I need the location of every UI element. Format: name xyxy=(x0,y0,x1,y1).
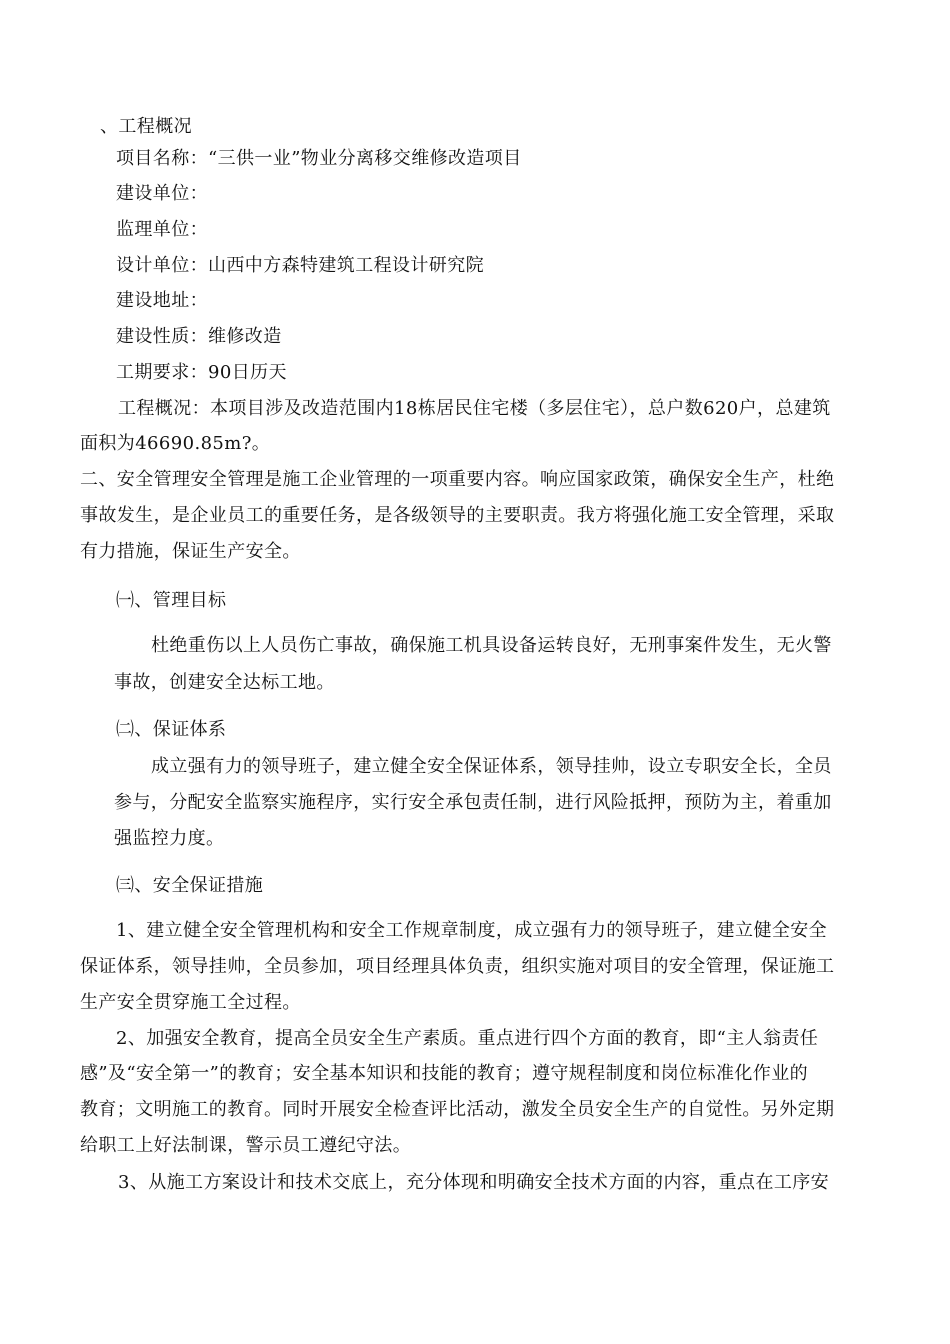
section-heading-project-overview: 、工程概况 xyxy=(100,116,192,137)
supervision-unit-line: 监理单位： xyxy=(116,219,208,240)
measure-2-line: 2、加强安全教育，提高全员安全生产素质。重点进行四个方面的教育，即“主人翁责任 xyxy=(116,1028,819,1049)
safety-section-line: 二、安全管理安全管理是施工企业管理的一项重要内容。响应国家政策，确保安全生产，杜绝 xyxy=(80,469,835,490)
subsection-heading-guarantee-system: ㈡、保证体系 xyxy=(116,719,227,740)
project-name-line: 项目名称：“三供一业”物业分离移交维修改造项目 xyxy=(116,148,522,169)
construction-unit-line: 建设单位： xyxy=(116,183,208,204)
overview-paragraph-line: 工程概况：本项目涉及改造范围内18栋居民住宅楼（多层住宅），总户数620户，总建筑 xyxy=(118,398,831,419)
measure-1-line: 生产安全贯穿施工全过程。 xyxy=(80,992,301,1013)
design-unit-line: 设计单位：山西中方森特建筑工程设计研究院 xyxy=(116,255,484,276)
subsection-heading-goal: ㈠、管理目标 xyxy=(116,590,227,611)
goal-paragraph-line: 杜绝重伤以上人员伤亡事故，确保施工机具设备运转良好，无刑事案件发生，无火警 xyxy=(151,635,832,656)
overview-paragraph-line: 面积为46690.85m?。 xyxy=(80,433,271,454)
guarantee-paragraph-line: 强监控力度。 xyxy=(114,828,225,849)
goal-paragraph-line: 事故，创建安全达标工地。 xyxy=(114,672,335,693)
measure-2-line: 教育；文明施工的教育。同时开展安全检查评比活动，激发全员安全生产的自觉性。另外定期 xyxy=(80,1099,835,1120)
guarantee-paragraph-line: 成立强有力的领导班子，建立健全安全保证体系，领导挂帅，设立专职安全长，全员 xyxy=(151,756,832,777)
construction-nature-line: 建设性质：维修改造 xyxy=(116,326,282,347)
guarantee-paragraph-line: 参与，分配安全监察实施程序，实行安全承包责任制，进行风险抵押，预防为主，着重加 xyxy=(114,792,832,813)
subsection-heading-measures: ㈢、安全保证措施 xyxy=(116,875,264,896)
measure-1-line: 保证体系，领导挂帅，全员参加，项目经理具体负责，组织实施对项目的安全管理，保证施工 xyxy=(80,956,835,977)
construction-address-line: 建设地址： xyxy=(116,290,208,311)
measure-2-line: 给职工上好法制课，警示员工遵纪守法。 xyxy=(80,1135,412,1156)
safety-section-line: 有力措施，保证生产安全。 xyxy=(80,541,301,562)
measure-2-line: 感”及“安全第一”的教育；安全基本知识和技能的教育；遵守规程制度和岗位标准化作业的 xyxy=(80,1063,809,1084)
period-line: 工期要求：90日历天 xyxy=(116,362,287,383)
measure-3-line: 3、从施工方案设计和技术交底上，充分体现和明确安全技术方面的内容，重点在工序安 xyxy=(118,1172,830,1193)
safety-section-line: 事故发生，是企业员工的重要任务，是各级领导的主要职责。我方将强化施工安全管理，采取 xyxy=(80,505,835,526)
measure-1-line: 1、建立健全安全管理机构和安全工作规章制度，成立强有力的领导班子，建立健全安全 xyxy=(116,920,828,941)
